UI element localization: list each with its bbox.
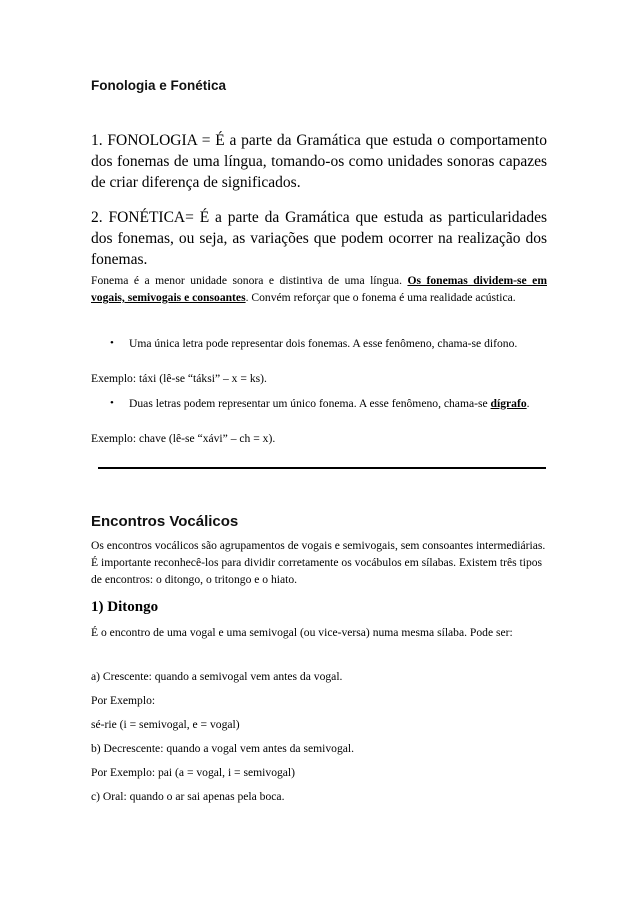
ditongo-line: sé-rie (i = semivogal, e = vogal) [91, 718, 240, 731]
bullet-text [129, 395, 547, 412]
ditongo-line: Por Exemplo: [91, 694, 156, 707]
paragraph-fonema [91, 272, 547, 306]
bullet-text-main: Uma única letra pode representar dois fonemas. A esse fenômeno, chama-se [129, 337, 482, 350]
bullet-text-main: Duas letras podem representar um único fonema. A esse fenômeno, chama-se [129, 397, 488, 410]
bullet-icon: • [110, 397, 114, 409]
fonema-text-underlined: Os fonemas dividem-se em vogais, semivogais e consoantes [91, 274, 547, 304]
fonema-text-after: . Convém reforçar que o fonema é uma realidade acústica. [245, 291, 516, 304]
horizontal-divider [98, 467, 546, 469]
section-heading-encontros: Encontros Vocálicos [91, 513, 239, 530]
example-digrafo: Exemplo: chave (lê-se “xávi” – ch = x). [91, 432, 276, 445]
example-difono: Exemplo: táxi (lê-se “táksi” – x = ks). [91, 372, 267, 385]
ditongo-line: b) Decrescente: quando a vogal vem antes da semivogal. [91, 742, 355, 755]
bullet-term-suffix: . [526, 397, 530, 410]
bullet-item-difono [91, 335, 547, 369]
ditongo-line: Por Exemplo: pai (a = vogal, i = semivogal) [91, 766, 296, 779]
paragraph-fonetica: 2. FONÉTICA= É a parte da Gramática que estuda as particularidades dos fonemas, ou seja, as variações que podem ocorrer na realização dos fonemas. [91, 209, 547, 268]
bullet-term: dígrafo [490, 397, 527, 410]
paragraph-fonologia: 1. FONOLOGIA = É a parte da Gramática que estuda o comportamento dos fonemas de uma língua, tomando-os como unidades sonoras capazes de criar diferença de significados. [91, 132, 547, 191]
sub-heading-ditongo: 1) Ditongo [91, 599, 159, 615]
bullet-term: difono. [484, 337, 518, 350]
bullet-item-digrafo [91, 395, 547, 429]
ditongo-line: a) Crescente: quando a semivogal vem antes da vogal. [91, 670, 343, 683]
fonema-text-before: Fonema é a menor unidade sonora e distintiva de uma língua. [91, 274, 408, 287]
paragraph-encontros-intro: Os encontros vocálicos são agrupamentos de vogais e semivogais, sem consoantes intermediárias. É importante reconhecê-los para dividir corretamente os vocábulos em sílabas. Existem três tipos de encontros: o ditongo, o tritongo e o hiato. [91, 539, 546, 586]
bullet-text [129, 335, 547, 352]
paragraph-ditongo-def: É o encontro de uma vogal e uma semivogal (ou vice-versa) numa mesma sílaba. Pode ser: [91, 626, 513, 639]
ditongo-line: c) Oral: quando o ar sai apenas pela boca. [91, 790, 285, 803]
bullet-icon: • [110, 337, 114, 349]
section-heading-fonologia: Fonologia e Fonética [91, 78, 227, 93]
